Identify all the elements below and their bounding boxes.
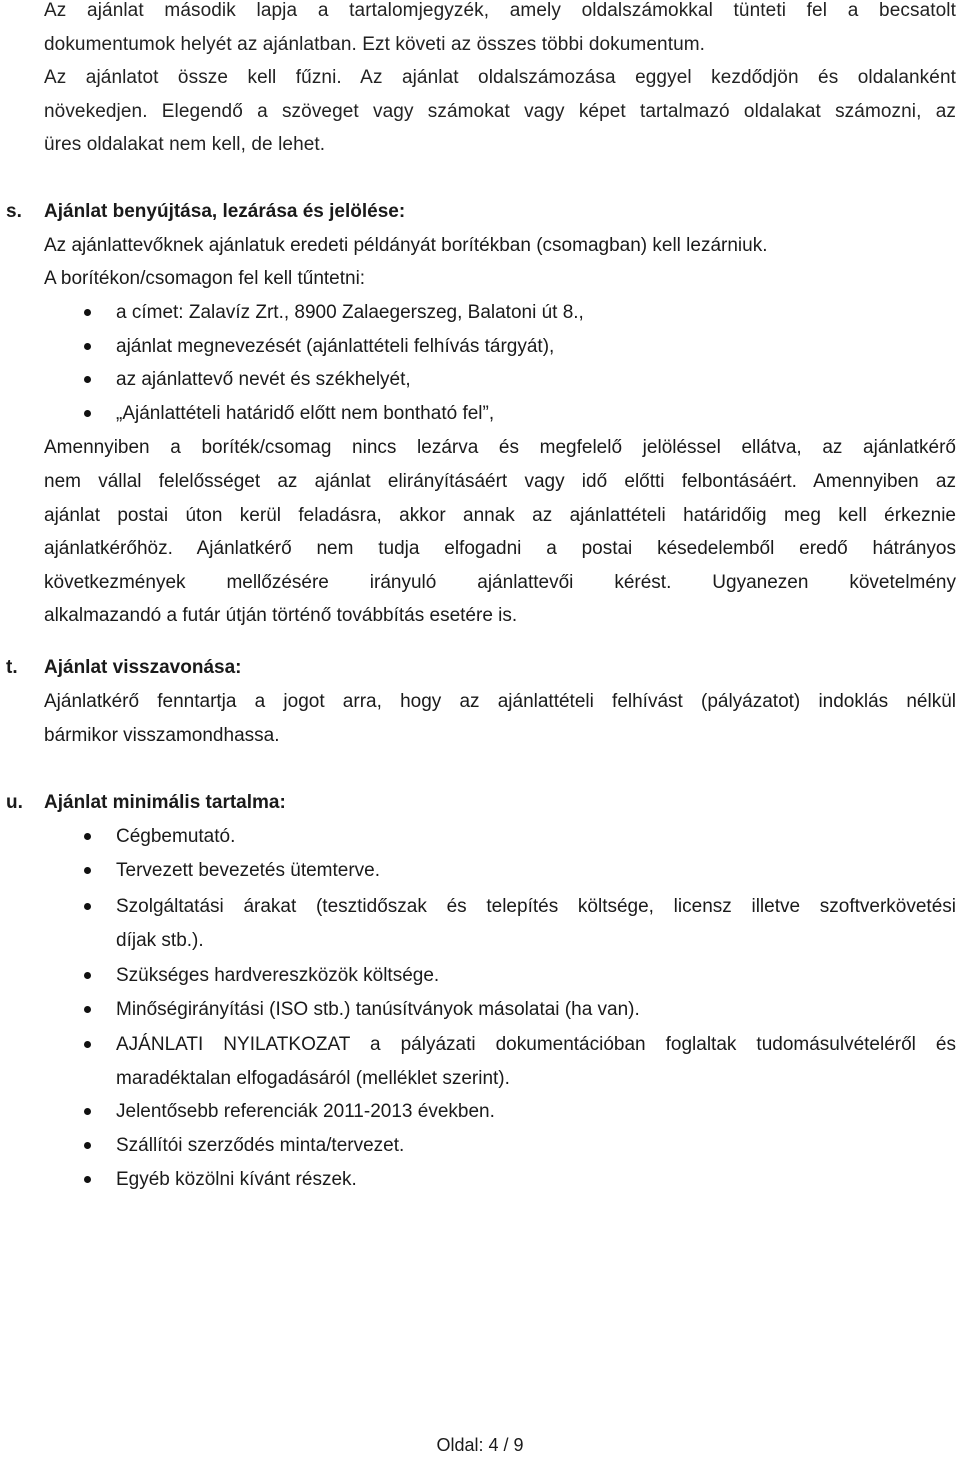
- section-s-paragraph-line: nem vállal felelősséget az ajánlat elirányításáért vagy idő előtti felbontásáért. Amennyiben az: [44, 471, 956, 492]
- list-item-continuation: díjak stb.).: [116, 930, 204, 951]
- bullet-icon: [84, 309, 91, 316]
- list-item: Egyéb közölni kívánt részek.: [116, 1169, 357, 1190]
- bullet-icon: [84, 833, 91, 840]
- section-t-text: Ajánlatkérő fenntartja a jogot arra, hogy az ajánlattételi felhívást (pályázatot) indoklás nélkül: [44, 691, 956, 712]
- list-item: Szükséges hardvereszközök költsége.: [116, 965, 440, 986]
- list-item-continuation: maradéktalan elfogadásáról (melléklet szerint).: [116, 1068, 510, 1089]
- list-item: Minőségirányítási (ISO stb.) tanúsítványok másolatai (ha van).: [116, 999, 640, 1020]
- intro-line: Az ajánlatot össze kell fűzni. Az ajánlat oldalszámozása eggyel kezdődjön és oldalanként: [44, 67, 956, 88]
- section-s-paragraph-line: Amennyiben a boríték/csomag nincs lezárva és megfelelő jelöléssel ellátva, az ajánlatkérő: [44, 437, 956, 458]
- page-number: Oldal: 4 / 9: [436, 1435, 524, 1455]
- bullet-icon: [84, 1142, 91, 1149]
- section-s-letter: s.: [6, 201, 22, 222]
- list-item: Tervezett bevezetés ütemterve.: [116, 860, 381, 881]
- list-item: AJÁNLATI NYILATKOZAT a pályázati dokumentációban foglaltak tudomásulvételéről és: [116, 1034, 956, 1055]
- list-item: Szolgáltatási árakat (tesztidőszak és telepítés költsége, licensz illetve szoftverkövetési: [116, 896, 956, 917]
- bullet-icon: [84, 1108, 91, 1115]
- list-item: a címet: Zalavíz Zrt., 8900 Zalaegerszeg, Balatoni út 8.,: [116, 302, 584, 323]
- list-item: Jelentősebb referenciák 2011-2013 években.: [116, 1101, 495, 1122]
- bullet-icon: [84, 903, 91, 910]
- section-t-text: bármikor visszamondhassa.: [44, 725, 280, 746]
- bullet-icon: [84, 1041, 91, 1048]
- list-item: az ajánlattevő nevét és székhelyét,: [116, 369, 411, 390]
- section-s-text: A borítékon/csomagon fel kell tűntetni:: [44, 268, 366, 289]
- section-s-paragraph-line: alkalmazandó a futár útján történő továbbítás esetére is.: [44, 605, 518, 626]
- bullet-icon: [84, 343, 91, 350]
- intro-line: Az ajánlat második lapja a tartalomjegyzék, amely oldalszámokkal tünteti fel a becsatolt: [44, 0, 956, 21]
- bullet-icon: [84, 410, 91, 417]
- intro-line: üres oldalakat nem kell, de lehet.: [44, 134, 326, 155]
- section-s-text: Az ajánlattevőknek ajánlatuk eredeti példányát borítékban (csomagban) kell lezárniuk.: [44, 235, 768, 256]
- intro-line: növekedjen. Elegendő a szöveget vagy számokat vagy képet tartalmazó oldalakat számozni, az: [44, 101, 956, 122]
- section-s-paragraph-line: ajánlat postai úton kerül feladásra, akkor annak az ajánlattételi határidőig meg kell érkeznie: [44, 505, 956, 526]
- list-item: Cégbemutató.: [116, 826, 236, 847]
- bullet-icon: [84, 376, 91, 383]
- section-s-heading: Ajánlat benyújtása, lezárása és jelölése:: [44, 201, 406, 222]
- bullet-icon: [84, 972, 91, 979]
- list-item: Szállítói szerződés minta/tervezet.: [116, 1135, 405, 1156]
- bullet-icon: [84, 1006, 91, 1013]
- intro-line: dokumentumok helyét az ajánlatban. Ezt követi az összes többi dokumentum.: [44, 34, 706, 55]
- section-u-letter: u.: [6, 792, 23, 813]
- section-s-paragraph-line: következmények mellőzésére irányuló ajánlattevői kérést. Ugyanezen követelmény: [44, 572, 956, 593]
- section-t-heading: Ajánlat visszavonása:: [44, 657, 242, 678]
- bullet-icon: [84, 867, 91, 874]
- section-s-paragraph-line: ajánlatkérőhöz. Ajánlatkérő nem tudja elfogadni a postai késedelemből eredő hátrányos: [44, 538, 956, 559]
- bullet-icon: [84, 1176, 91, 1183]
- list-item: „Ajánlattételi határidő előtt nem bontható fel”,: [116, 403, 495, 424]
- section-u-heading: Ajánlat minimális tartalma:: [44, 792, 286, 813]
- section-t-letter: t.: [6, 657, 18, 678]
- list-item: ajánlat megnevezését (ajánlattételi felhívás tárgyát),: [116, 336, 555, 357]
